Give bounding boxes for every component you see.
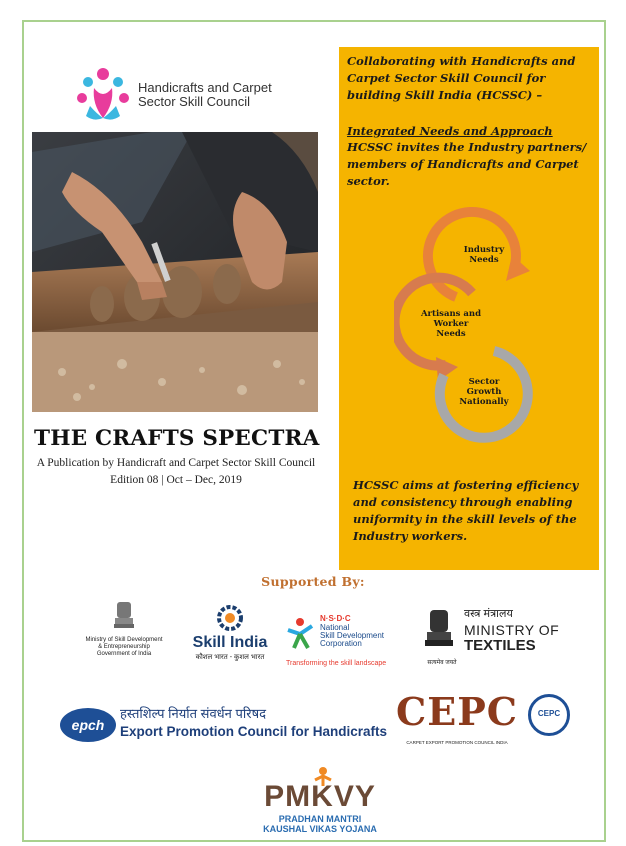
msde-line2: & Entrepreneurship bbox=[98, 644, 150, 650]
textiles-line1: MINISTRY OF bbox=[464, 622, 560, 638]
nsdc-logo bbox=[284, 614, 408, 672]
msde-line3: Government of India bbox=[96, 651, 152, 657]
national-emblem-icon bbox=[422, 608, 456, 654]
cepc-name: CEPC bbox=[395, 689, 519, 734]
panel-heading: Integrated Needs and Approach bbox=[347, 124, 553, 138]
pmkvy-line1: PRADHAN MANTRI bbox=[278, 814, 362, 824]
textiles-hindi: वस्त्र मंत्रालय bbox=[464, 608, 513, 620]
nsdc-line1: National bbox=[320, 623, 350, 632]
panel-invite: HCSSC invites the Industry partners/ members of Handicrafts and Carpet sector. bbox=[347, 140, 587, 188]
cycle-sector-growth: Sector Growth Nationally bbox=[459, 377, 509, 407]
nsdc-tagline: Transforming the skill landscape bbox=[286, 660, 387, 667]
nsdc-line3: Corporation bbox=[320, 639, 362, 648]
skill-india-cog-icon bbox=[216, 604, 244, 632]
textiles-line2: TEXTILES bbox=[464, 637, 536, 654]
hcssc-logo-line1: Handicrafts and Carpet bbox=[138, 80, 272, 95]
cepc-seal bbox=[528, 694, 570, 736]
info-panel bbox=[339, 47, 599, 570]
cepc-logo bbox=[394, 690, 572, 752]
supported-by-heading: Supported By: bbox=[261, 574, 365, 589]
pmkvy-line2: KAUSHAL VIKAS YOJANA bbox=[263, 824, 377, 834]
hcssc-emblem-icon bbox=[72, 66, 134, 126]
cycle-artisans-needs: Artisans and Worker Needs bbox=[420, 309, 482, 339]
nsdc-line2: Skill Development bbox=[320, 631, 385, 640]
panel-intro: Collaborating with Handicrafts and Carpet Sector Skill Council for building Skill India (HCSSC) – bbox=[347, 54, 576, 102]
epch-badge-text: epch bbox=[71, 717, 105, 733]
pmkvy-name: PMKVY bbox=[264, 780, 376, 813]
skill-india-tagline: कौशल भारत - कुशल भारत bbox=[195, 654, 265, 661]
textiles-logo bbox=[422, 606, 562, 672]
epch-badge bbox=[60, 708, 116, 742]
msde-line1: Ministry of Skill Development bbox=[85, 637, 163, 643]
cepc-full: CARPET EXPORT PROMOTION COUNCIL INDIA bbox=[406, 740, 508, 745]
skill-india-logo bbox=[188, 602, 272, 662]
edition-info: Edition 08 | Oct – Dec, 2019 bbox=[110, 474, 242, 486]
hcssc-logo bbox=[72, 66, 272, 126]
cepc-seal-text: CEPC bbox=[537, 709, 561, 718]
cycle-industry-needs: Industry Needs bbox=[463, 245, 505, 265]
epch-logo bbox=[60, 704, 388, 746]
textiles-motto: सत्यमेव जयते bbox=[427, 660, 457, 666]
nsdc-abbr: N·S·D·C bbox=[320, 614, 351, 623]
msde-logo bbox=[74, 598, 174, 658]
hcssc-logo-line2: Sector Skill Council bbox=[138, 94, 250, 109]
epch-name: Export Promotion Council for Handicrafts bbox=[120, 724, 388, 739]
pmkvy-logo bbox=[250, 766, 390, 836]
skill-india-name: Skill India bbox=[192, 634, 268, 651]
nsdc-figure-icon bbox=[284, 616, 316, 650]
woodcarving-photo bbox=[32, 132, 318, 412]
epch-hindi: हस्तशिल्प निर्यात संवर्धन परिषद bbox=[120, 706, 266, 721]
publication-title: THE CRAFTS SPECTRA bbox=[34, 426, 320, 451]
publication-subtitle: A Publication by Handicraft and Carpet Sector Skill Council bbox=[36, 457, 316, 469]
panel-aim: HCSSC aims at fostering efficiency and consistency through enabling uniformity in the skill levels of the Industry workers. bbox=[353, 478, 579, 543]
national-emblem-icon bbox=[112, 600, 136, 634]
